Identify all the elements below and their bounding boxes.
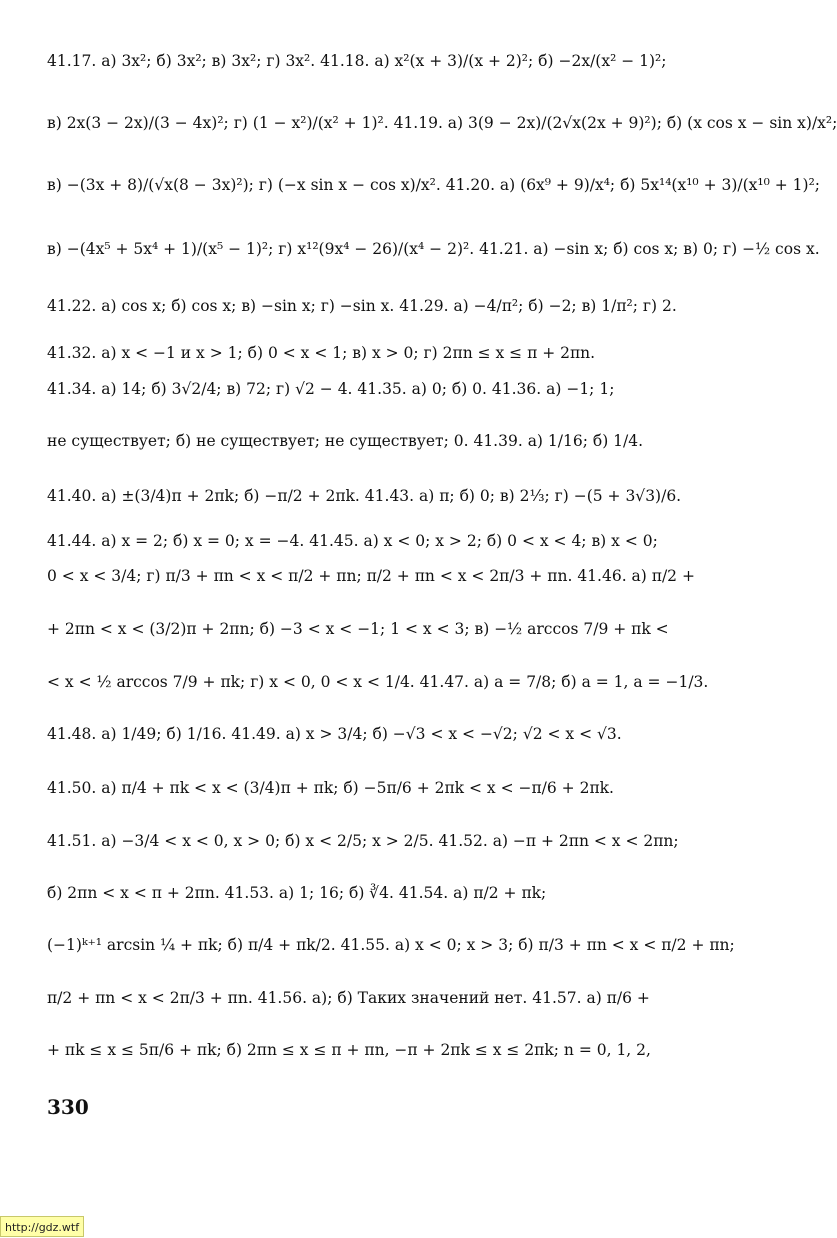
answer-line-3: в) −(3x + 8)/(√x(8 − 3x)²); г) (−x sin x − cos x)/x². 41.20. а) (6x⁹ + 9)/x⁴; б) 5x¹⁴(x¹⁰ + 3)/(x¹⁰ + 1)²; <box>47 176 821 194</box>
answer-line-13: < x < ½ arccos 7/9 + πk; г) x < 0, 0 < x < 1/4. 41.47. а) a = 7/8; б) a = 1, a = −1/3. <box>47 673 709 691</box>
answer-line-14: 41.48. а) 1/49; б) 1/16. 41.49. а) x > 3/4; б) −√3 < x < −√2; √2 < x < √3. <box>47 725 622 743</box>
answer-line-4: в) −(4x⁵ + 5x⁴ + 1)/(x⁵ − 1)²; г) x¹²(9x⁴ − 26)/(x⁴ − 2)². 41.21. а) −sin x; б) cos x; в) 0; г) −½ cos x. <box>47 240 820 258</box>
answer-line-8: не существует; б) не существует; не существует; 0. 41.39. а) 1/16; б) 1/4. <box>47 432 644 450</box>
answer-line-18: (−1)ᵏ⁺¹ arcsin ¼ + πk; б) π/4 + πk/2. 41.55. а) x < 0; x > 3; б) π/3 + πn < x < π/2 + πn; <box>47 936 735 954</box>
answer-line-19: π/2 + πn < x < 2π/3 + πn. 41.56. а); б) Таких значений нет. 41.57. а) π/6 + <box>47 989 650 1007</box>
answer-line-5: 41.22. а) cos x; б) cos x; в) −sin x; г) −sin x. 41.29. а) −4/π²; б) −2; в) 1/π²; г) 2. <box>47 297 677 315</box>
answer-line-10: 41.44. а) x = 2; б) x = 0; x = −4. 41.45. а) x < 0; x > 2; б) 0 < x < 4; в) x < 0; <box>47 532 658 550</box>
answer-line-6: 41.32. а) x < −1 и x > 1; б) 0 < x < 1; в) x > 0; г) 2πn ≤ x ≤ π + 2πn. <box>47 344 596 362</box>
answer-line-7: 41.34. а) 14; б) 3√2/4; в) 72; г) √2 − 4. 41.35. а) 0; б) 0. 41.36. а) −1; 1; <box>47 380 615 398</box>
answer-line-11: 0 < x < 3/4; г) π/3 + πn < x < π/2 + πn; π/2 + πn < x < 2π/3 + πn. 41.46. а) π/2 + <box>47 567 695 585</box>
page-number: 330 <box>47 1095 89 1119</box>
answer-line-1: 41.17. а) 3x²; б) 3x²; в) 3x²; г) 3x². 41.18. а) x²(x + 3)/(x + 2)²; б) −2x/(x² − 1)²; <box>47 52 667 70</box>
answer-line-2: в) 2x(3 − 2x)/(3 − 4x)²; г) (1 − x²)/(x² + 1)². 41.19. а) 3(9 − 2x)/(2√x(2x + 9)²); б) (x cos x − sin x)/x²; <box>47 114 837 132</box>
answer-line-17: б) 2πn < x < π + 2πn. 41.53. а) 1; 16; б) ∛4. 41.54. а) π/2 + πk; <box>47 884 547 902</box>
answer-line-15: 41.50. а) π/4 + πk < x < (3/4)π + πk; б) −5π/6 + 2πk < x < −π/6 + 2πk. <box>47 779 614 797</box>
answer-line-9: 41.40. а) ±(3/4)π + 2πk; б) −π/2 + 2πk. 41.43. а) π; б) 0; в) 2⅓; г) −(5 + 3√3)/6. <box>47 487 682 505</box>
answer-line-12: + 2πn < x < (3/2)π + 2πn; б) −3 < x < −1; 1 < x < 3; в) −½ arccos 7/9 + πk < <box>47 620 669 638</box>
watermark-link[interactable]: http://gdz.wtf <box>0 1216 84 1237</box>
answer-line-16: 41.51. а) −3/4 < x < 0, x > 0; б) x < 2/5; x > 2/5. 41.52. а) −π + 2πn < x < 2πn; <box>47 832 679 850</box>
answer-line-20: + πk ≤ x ≤ 5π/6 + πk; б) 2πn ≤ x ≤ π + πn, −π + 2πk ≤ x ≤ 2πk; n = 0, 1, 2, <box>47 1041 651 1059</box>
